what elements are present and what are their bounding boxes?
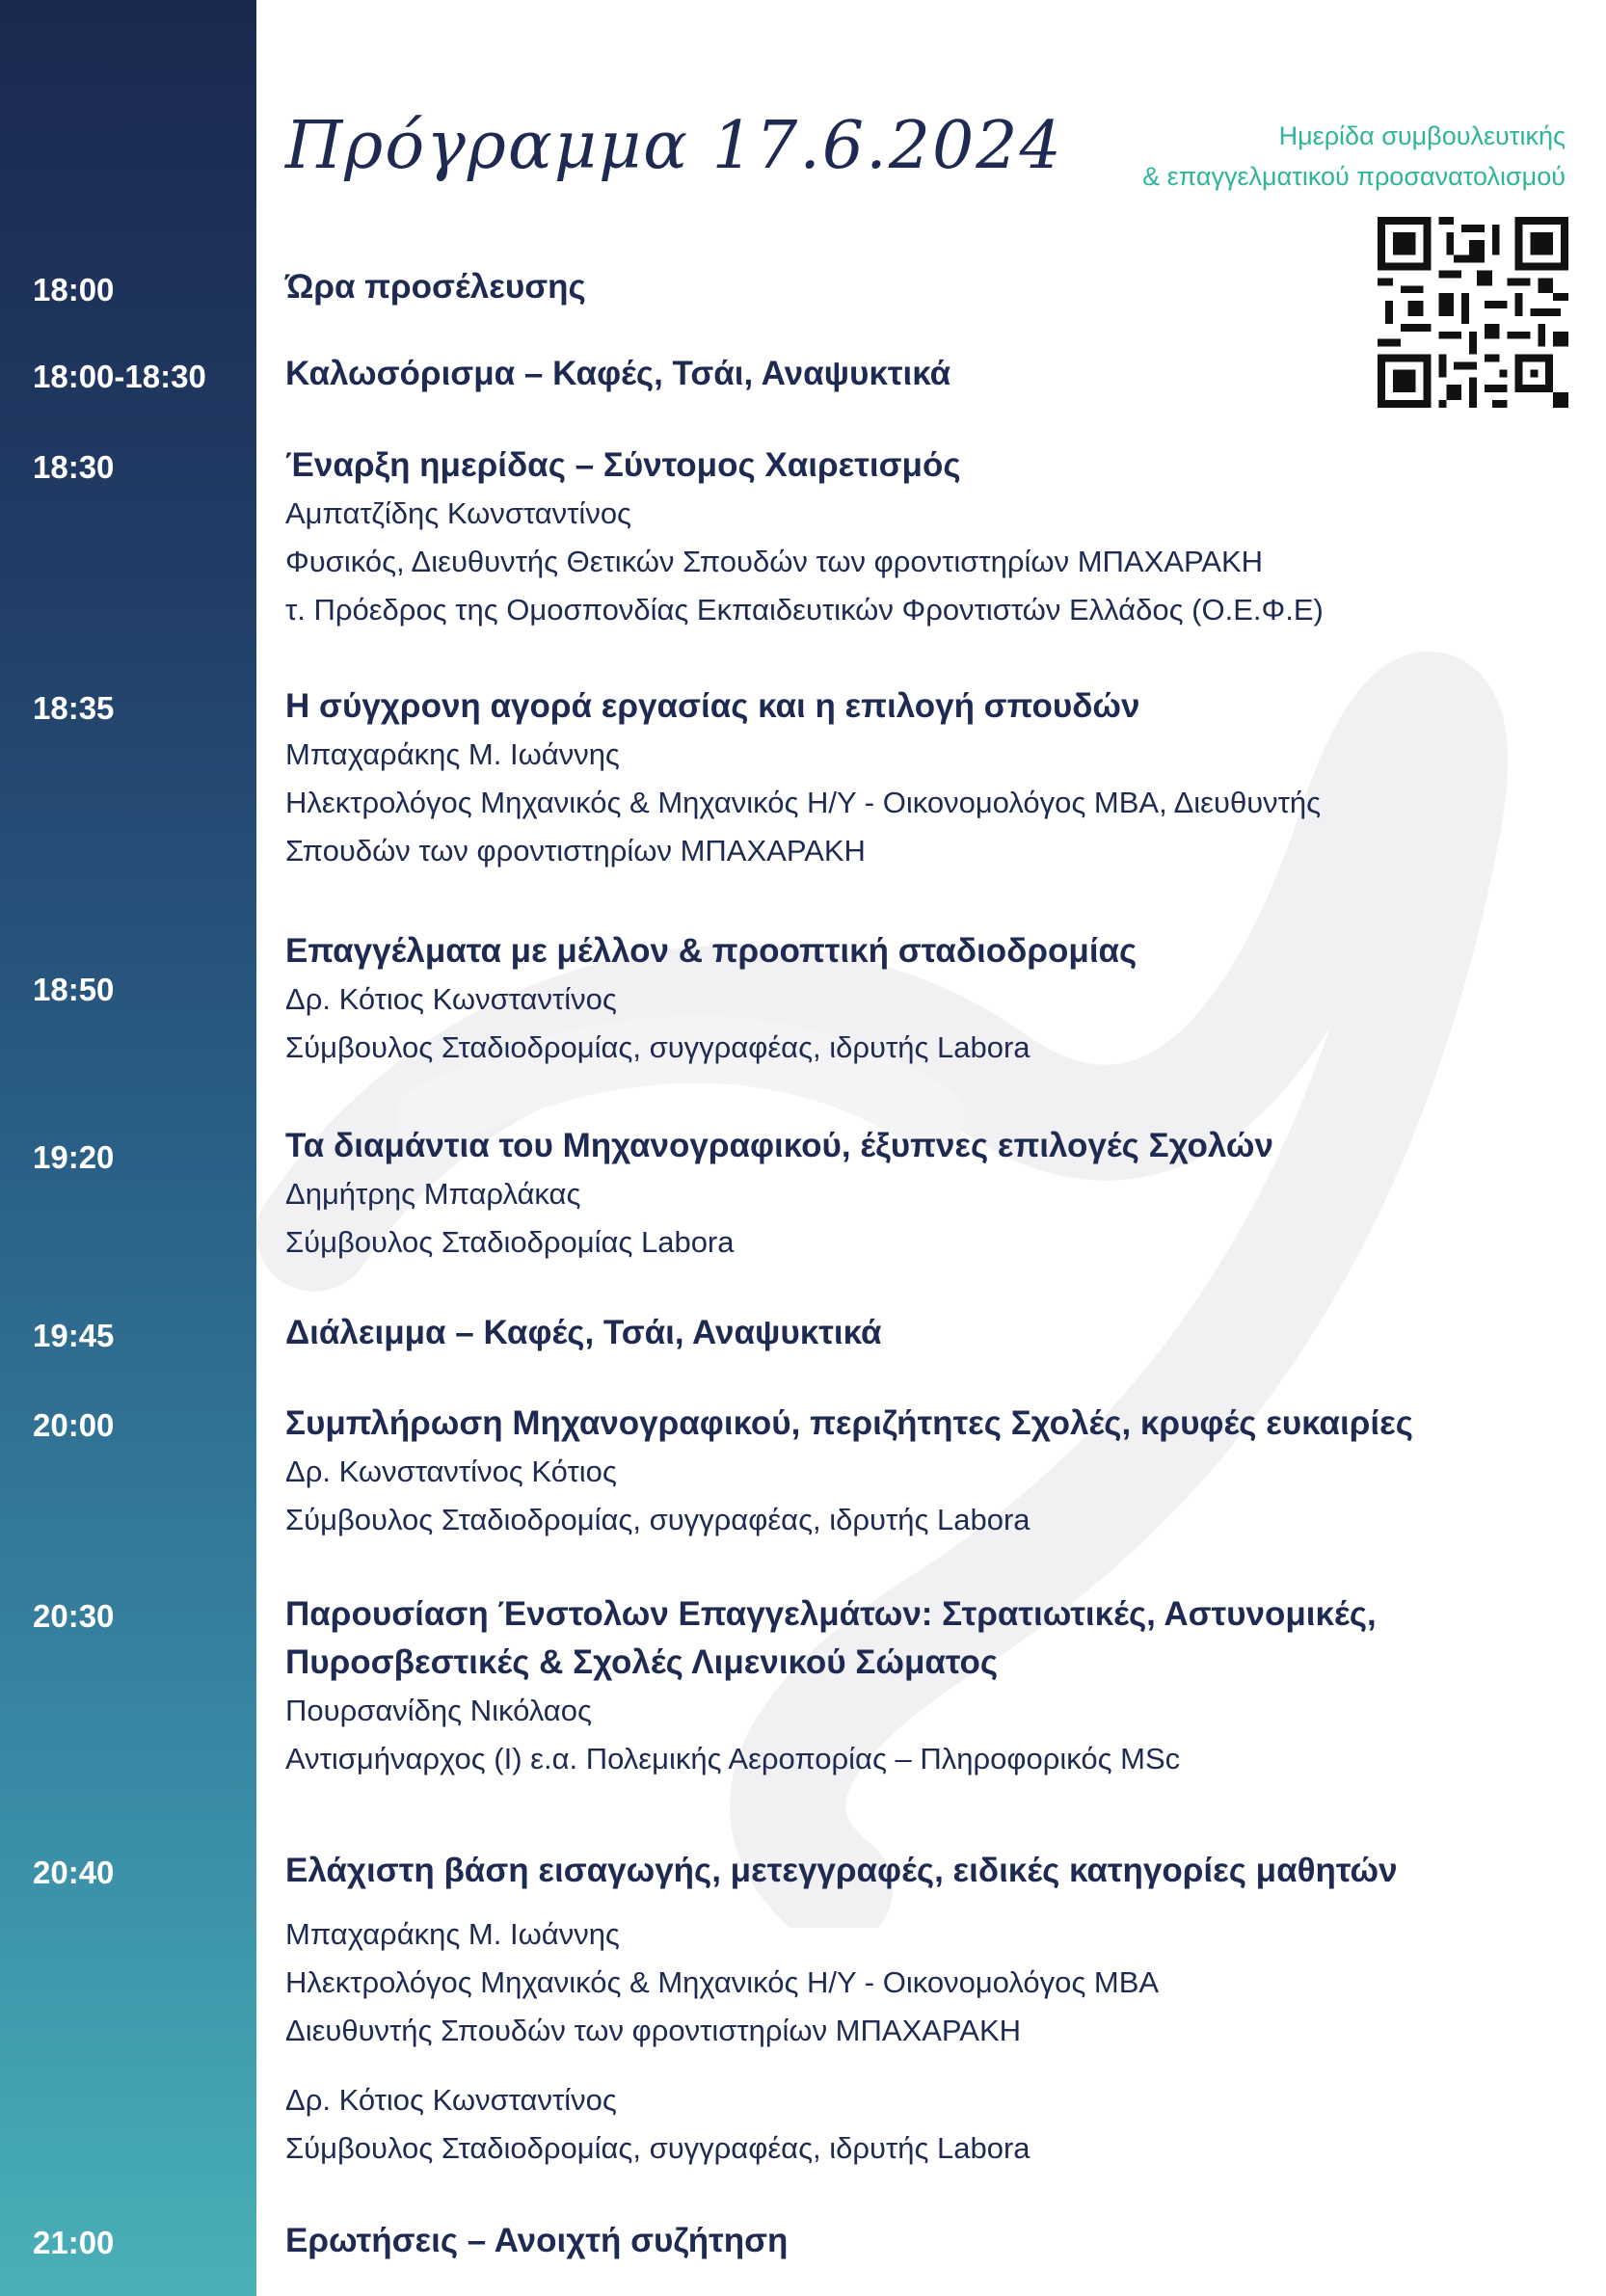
schedule-time: 19:45 — [33, 1318, 115, 1353]
schedule-item — [285, 1400, 1577, 1544]
schedule-item — [285, 1847, 1577, 2173]
session-title: Καλωσόρισμα – Καφές, Τσάι, Αναψυκτικά — [285, 355, 951, 392]
schedule-time: 18:35 — [33, 690, 115, 726]
session-title: Ερωτήσεις – Ανοιχτή συζήτηση — [285, 2222, 789, 2259]
schedule-item — [285, 2217, 1577, 2265]
schedule-time: 18:00-18:30 — [33, 359, 206, 394]
schedule-time: 19:20 — [33, 1139, 115, 1175]
session-title: Επαγγέλματα με μέλλον & προοπτική σταδιοδρομίας — [285, 932, 1138, 970]
schedule-time: 18:00 — [33, 272, 115, 307]
speaker-role: Σπουδών των φροντιστηρίων ΜΠΑΧΑΡΑΚΗ — [285, 834, 866, 868]
schedule-item — [285, 1122, 1577, 1267]
schedule-time: 21:00 — [33, 2225, 115, 2260]
speaker-name: Δρ. Κωνσταντίνος Κότιος — [285, 1455, 617, 1488]
session-title: Ελάχιστη βάση εισαγωγής, μετεγγραφές, ειδικές κατηγορίες μαθητών — [285, 1852, 1398, 1889]
schedule-item — [285, 682, 1577, 875]
speaker-name: Αμπατζίδης Κωνσταντίνος — [285, 496, 631, 530]
speaker-name: Μπαχαράκης Μ. Ιωάννης — [285, 737, 620, 771]
speaker-role: Σύμβουλος Σταδιοδρομίας Labora — [285, 1225, 735, 1259]
session-title-continued: Πυροσβεστικές & Σχολές Λιμενικού Σώματος — [285, 1643, 999, 1681]
session-title: Η σύγχρονη αγορά εργασίας και η επιλογή σπουδών — [285, 687, 1140, 725]
speaker-role: τ. Πρόεδρος της Ομοσπονδίας Εκπαιδευτικών Φροντιστών Ελλάδος (Ο.Ε.Φ.Ε) — [285, 593, 1324, 627]
schedule-item — [285, 350, 1577, 398]
speaker-name: Δημήτρης Μπαρλάκας — [285, 1177, 581, 1211]
speaker-name: Δρ. Κότιος Κωνσταντίνος — [285, 982, 617, 1016]
schedule-time: 20:40 — [33, 1855, 115, 1890]
speaker-role: Φυσικός, Διευθυντής Θετικών Σπουδών των φροντιστηρίων ΜΠΑΧΑΡΑΚΗ — [285, 545, 1264, 578]
speaker-role: Διευθυντής Σπουδών των φροντιστηρίων ΜΠΑΧΑΡΑΚΗ — [285, 2014, 1022, 2047]
speaker-role: Ηλεκτρολόγος Μηχανικός & Μηχανικός Η/Υ - Οικονομολόγος ΜΒΑ, Διευθυντής — [285, 786, 1322, 819]
speaker-role: Ηλεκτρολόγος Μηχανικός & Μηχανικός Η/Υ - Οικονομολόγος ΜΒΑ — [285, 1965, 1160, 1999]
speaker-name: Δρ. Κότιος Κωνσταντίνος — [285, 2083, 617, 2117]
event-name-line: & επαγγελματικού προσανατολισμού — [1142, 162, 1566, 191]
session-title: Διάλειμμα – Καφές, Τσάι, Αναψυκτικά — [285, 1314, 882, 1351]
schedule-item — [285, 1309, 1577, 1357]
speaker-role: Σύμβουλος Σταδιοδρομίας, συγγραφέας, ιδρυτής Labora — [285, 1503, 1031, 1536]
schedule-time: 18:30 — [33, 449, 115, 485]
session-title: Τα διαμάντια του Μηχανογραφικού, έξυπνες επιλογές Σχολών — [285, 1127, 1273, 1164]
session-title: Ώρα προσέλευσης — [285, 268, 586, 306]
event-name-line: Ημερίδα συμβουλευτικής — [1278, 121, 1566, 150]
speaker-role: Σύμβουλος Σταδιοδρομίας, συγγραφέας, ιδρυτής Labora — [285, 2131, 1031, 2165]
schedule-time: 20:00 — [33, 1407, 115, 1443]
speaker-role: Αντισμήναρχος (Ι) ε.α. Πολεμικής Αεροπορίας – Πληροφορικός MSc — [285, 1742, 1181, 1775]
schedule-time: 20:30 — [33, 1598, 115, 1634]
speaker-role: Σύμβουλος Σταδιοδρομίας, συγγραφέας, ιδρυτής Labora — [285, 1030, 1031, 1064]
speaker-name: Πουρσανίδης Νικόλαος — [285, 1694, 592, 1727]
session-title: Παρουσίαση Ένστολων Επαγγελμάτων: Στρατιωτικές, Αστυνομικές, — [285, 1595, 1377, 1633]
schedule-item — [285, 441, 1577, 634]
schedule-time: 18:50 — [33, 972, 115, 1007]
schedule-item — [285, 263, 1577, 311]
event-name — [987, 116, 1566, 197]
schedule-item — [285, 1590, 1577, 1783]
page-title: Πρόγραμμα 17.6.2024 — [285, 108, 1063, 184]
speaker-name: Μπαχαράκης Μ. Ιωάννης — [285, 1917, 620, 1951]
session-title: Συμπλήρωση Μηχανογραφικού, περιζήτητες Σχολές, κρυφές ευκαιρίες — [285, 1404, 1413, 1442]
schedule-item — [285, 927, 1577, 1072]
session-title: Έναρξη ημερίδας – Σύντομος Χαιρετισμός — [285, 446, 961, 484]
